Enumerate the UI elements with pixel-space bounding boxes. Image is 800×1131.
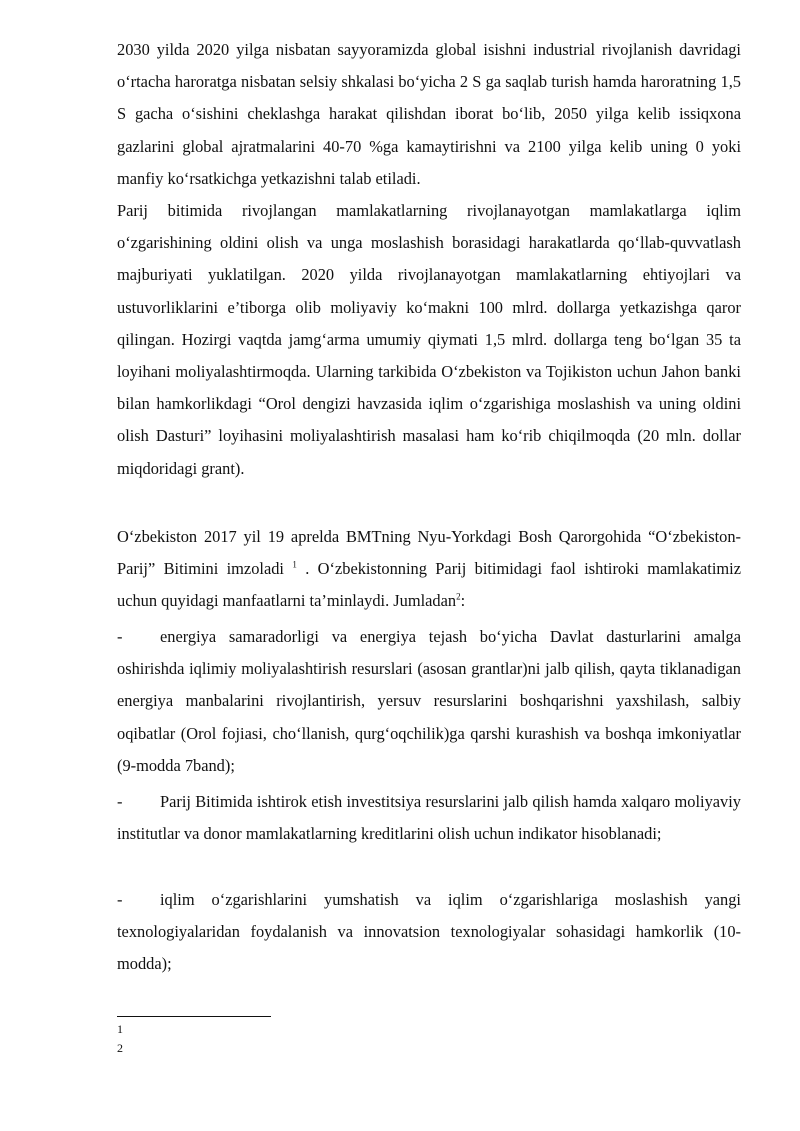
footnote-2: 2	[117, 1041, 123, 1055]
list-marker: -	[117, 890, 123, 909]
footnote-1: 1	[117, 1022, 123, 1036]
list-marker: -	[117, 792, 123, 811]
paragraph-3-part-3: :	[460, 591, 466, 611]
list-item	[117, 786, 741, 850]
footnote-ref-2[interactable]: 2	[456, 591, 461, 602]
footnote-separator	[117, 1016, 271, 1017]
paragraph-1-text: 2030 yilda 2020 yilga nisbatan sayyoramizda global isishni industrial rivojlanish davridagi o‘rtacha haroratga nisbatan selsiy shkalasi bo‘yicha 2 S ga saqlab turish hamda haroratning 1,5 S gacha o‘sishini cheklashga harakat qilishdan iborat bo‘lib, 2050 yilga kelib issiqxona gazlarini global ajratmalarini 40-70 %ga kamaytirishni va 2100 yilga kelib uning 0 yoki manfiy ko‘rsatkichga yetkazishni talab etiladi.	[117, 40, 741, 188]
paragraph-3-part-2: . O‘zbekistonning Parij bitimidagi faol ishtiroki mamlakatimiz uchun quyidagi manfaatlarni ta’minlaydi. Jumladan	[117, 559, 741, 611]
footnote-ref-1[interactable]: 1	[292, 559, 297, 570]
paragraph-2-text: Parij bitimida rivojlangan mamlakatlarning rivojlanayotgan mamlakatlarga iqlim o‘zgarishining oldini olish va unga moslashish borasidagi harakatlarda qo‘llab-quvvatlash majburiyati yuklatilgan. 2020 yilda rivojlanayotgan mamlakatlarning ehtiyojlari va ustuvorliklarini e’tiborga olib moliyaviy ko‘makni 100 mlrd. dollarga yetkazishga qaror qilingan. Hozirgi vaqtda jamg‘arma umumiy qiymati 1,5 mlrd. dollarga teng bo‘lgan 35 ta loyihani moliyalashtirmoqda. Ularning tarkibida O‘zbekiston va Tojikiston uchun Jahon banki bilan hamkorlikdagi “Orol dengizi havzasida iqlim o‘zgarishiga moslashish va uning oldini olish Dasturi” loyihasini moliyalashtirish masalasi ham ko‘rib chiqilmoqda (20 mln. dollar miqdoridagi grant).	[117, 201, 741, 478]
list-item-text: iqlim o‘zgarishlarini yumshatish va iqlim o‘zgarishlariga moslashish yangi texnologiyalaridan foydalanish va innovatsion texnologiyalar sohasidagi hamkorlik (10-modda);	[117, 890, 741, 974]
paragraph-2	[117, 195, 741, 485]
list-item-text: energiya samaradorligi va energiya tejash bo‘yicha Davlat dasturlarini amalga oshirishda iqlimiy moliyalashtirish resurslari (asosan grantlar)ni jalb qilish, qayta tiklanadigan energiya manbalarini rivojlantirish, yersuv resurslarini boshqarishni yaxshilash, salbiy oqibatlar (Orol fojiasi, cho‘llanish, qurg‘oqchilik)ga qarshi kurashish va boshqa imkoniyatlar (9-modda 7band);	[117, 627, 741, 775]
paragraph-3	[117, 521, 741, 618]
list-marker: -	[117, 627, 123, 646]
list-item	[117, 621, 741, 782]
list-item-text: Parij Bitimida ishtirok etish investitsiya resurslarini jalb qilish hamda xalqaro moliyaviy institutlar va donor mamlakatlarning kreditlarini olish uchun indikator hisoblanadi;	[117, 792, 741, 844]
list-item	[117, 884, 741, 981]
paragraph-1	[117, 34, 741, 195]
paragraph-3-part-1: O‘zbekiston 2017 yil 19 aprelda BMTning Nyu-Yorkdagi Bosh Qarorgohida “O‘zbekiston-Parij” Bitimini imzoladi	[117, 527, 741, 579]
